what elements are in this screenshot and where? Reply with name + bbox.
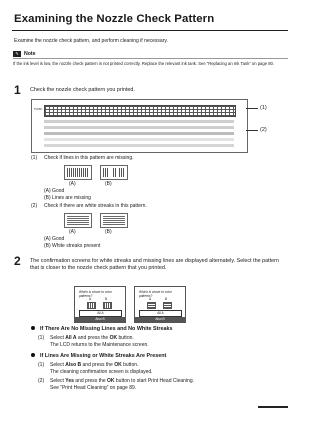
- lcd-option-all-a-2: All A: [139, 310, 182, 317]
- sub-1-text: Check if lines in this pattern are missing.: [44, 155, 134, 161]
- callout-1: (1): [260, 105, 267, 111]
- step-2-number: 2: [14, 254, 21, 268]
- case-2-heading: If Lines Are Missing or White Streaks Are Present: [31, 353, 166, 359]
- case-2-step-1-number: (1): [38, 362, 45, 368]
- intro-text: Examine the nozzle check pattern, and perform cleaning if necessary.: [14, 38, 168, 44]
- note-icon: ✎: [13, 51, 21, 57]
- sample-caption-b: (B): [105, 181, 112, 187]
- sub-2-good: (A) Good: [44, 236, 65, 242]
- streak-bar-bk: [44, 126, 234, 129]
- sample-good-lines: [64, 165, 92, 180]
- streak-bar-pbk: [44, 144, 234, 147]
- case-2-step-1-result: The cleaning confirmation screen is displayed.: [50, 369, 153, 375]
- sub-1-good: (A) Good: [44, 188, 65, 194]
- pattern-label: PGBK: [34, 107, 43, 111]
- lcd-option-all-a: All A: [79, 310, 122, 317]
- step-1-text: Check the nozzle check pattern you printed.: [30, 87, 135, 93]
- note-text: If the ink level is low, the nozzle check pattern is not printed correctly. Replace the relevant ink tank. See “Replacing an Ink Tank” on page 80.: [13, 61, 275, 66]
- case-2-step-1-text: Select Also B and press the OK button.: [50, 362, 139, 368]
- sub-2-number: (2): [31, 203, 38, 209]
- callout-line-1: [246, 108, 258, 109]
- lcd-pattern-a: [87, 302, 96, 309]
- sample-missing-lines: [100, 165, 128, 180]
- note-header: [13, 51, 288, 59]
- lcd-pattern-b: [103, 302, 112, 309]
- case-1-step-number: (1): [38, 335, 45, 341]
- nozzle-check-pattern-image: [31, 99, 248, 153]
- case-1-result: The LCD returns to the Maintenance screen.: [50, 342, 149, 348]
- page-title: Examining the Nozzle Check Pattern: [14, 13, 215, 25]
- sub-2-text: Check if there are white streaks in this pattern.: [44, 203, 147, 209]
- missing-lines-pattern: [44, 105, 236, 117]
- bullet-icon: [31, 326, 35, 330]
- title-divider: [12, 30, 288, 31]
- lcd-pattern-b-2: [163, 302, 172, 309]
- streak-bar-y: [44, 138, 234, 141]
- streak-bar-m: [44, 132, 234, 135]
- sample-caption-b-2: (B): [105, 229, 112, 235]
- case-2-step-2-number: (2): [38, 378, 45, 384]
- case-2-step-2-text: Select Yes and press the OK button to start Print Head Cleaning.: [50, 378, 194, 384]
- lcd-screen-streaks: Which is closer to color patterns? A B All A Also B: [134, 286, 186, 323]
- sample-caption-a: (A): [69, 181, 76, 187]
- sample-caption-a-2: (A): [69, 229, 76, 235]
- step-2-text: The confirmation screens for white streaks and missing lines are displayed alternately. Select the pattern that is closer to the nozzle check pattern that you printed.: [30, 258, 279, 271]
- case-1-step-text: Select All A and press the OK button.: [50, 335, 134, 341]
- sample-good-streaks: [64, 213, 92, 228]
- callout-2: (2): [260, 127, 267, 133]
- case-1-heading: If There Are No Missing Lines and No White Streaks: [31, 326, 173, 332]
- lcd-screen-lines: Which is closer to color patterns? A B All A Also B: [74, 286, 126, 323]
- lcd-option-also-b: Also B: [75, 317, 125, 322]
- case-2-step-2-reference: See “Print Head Cleaning” on page 89.: [50, 385, 137, 391]
- sample-white-streaks: [100, 213, 128, 228]
- lcd-option-also-b-2: Also B: [135, 317, 185, 322]
- lcd-pattern-a-2: [147, 302, 156, 309]
- sub-1-number: (1): [31, 155, 38, 161]
- streak-bar-c: [44, 120, 234, 123]
- step-1-number: 1: [14, 83, 21, 97]
- sub-1-bad: (B) Lines are missing: [44, 195, 91, 201]
- footer-divider: [258, 406, 288, 408]
- callout-line-2: [246, 130, 258, 131]
- note-box: [13, 51, 288, 75]
- bullet-icon-2: [31, 353, 35, 357]
- note-label: Note: [24, 51, 36, 57]
- sub-2-bad: (B) White streaks present: [44, 243, 101, 249]
